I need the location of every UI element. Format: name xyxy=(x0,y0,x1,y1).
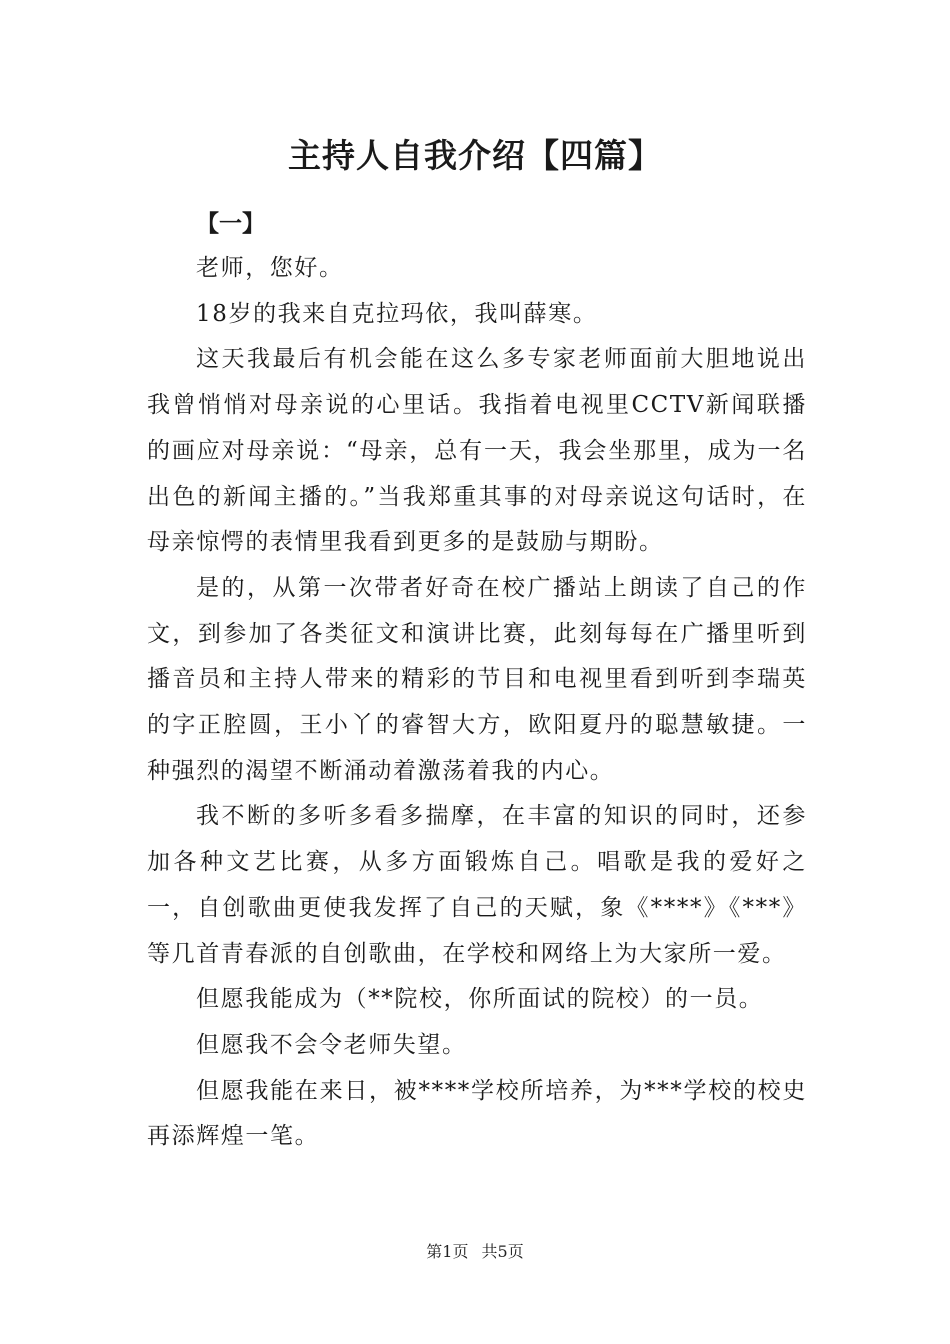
paragraph: 老师，您好。 xyxy=(196,255,344,281)
paragraph: 18岁的我来自克拉玛依，我叫薛寒。 xyxy=(196,300,598,327)
page-footer xyxy=(0,1240,950,1264)
paragraph: 但愿我不会令老师失望。 xyxy=(196,1031,467,1058)
paragraph: 但愿我能成为（**院校，你所面试的院校）的一员。 xyxy=(196,986,764,1013)
paragraph: 这天我最后有机会能在这么多专家老师面前大胆地说出我曾悄悄对母亲说的心里话。我指着电视里CCTV新闻联播的画应对母亲说：“母亲，总有一天，我会坐那里，成为一名出色的新闻主播的。”当我郑重其事的对母亲说这句话时，在母亲惊愕的表情里我看到更多的是鼓励与期盼。 xyxy=(147,346,807,556)
paragraph: 是的，从第一次带者好奇在校广播站上朗读了自己的作文，到参加了各类征文和演讲比赛，此刻每每在广播里听到播音员和主持人带来的精彩的节目和电视里看到听到李瑞英的字正腔圆，王小丫的睿智大方，欧阳夏丹的聪慧敏捷。一种强烈的渴望不断涌动着激荡着我的内心。 xyxy=(147,574,807,784)
page-total: 共5页 xyxy=(481,1242,524,1261)
document-title: 主持人自我介绍【四篇】 xyxy=(288,136,662,175)
document-body xyxy=(147,246,807,1160)
page-number: 第1页 xyxy=(426,1242,469,1261)
paragraph: 我不断的多听多看多揣摩，在丰富的知识的同时，还参加各种文艺比赛，从多方面锻炼自己。唱歌是我的爱好之一，自创歌曲更使我发挥了自己的天赋，象《****》《***》等几首青春派的自创歌曲，在学校和网络上为大家所一爱。 xyxy=(147,803,807,967)
section-heading: 【一】 xyxy=(196,210,265,237)
paragraph: 但愿我能在来日，被****学校所培养，为***学校的校史再添辉煌一笔。 xyxy=(147,1077,807,1150)
